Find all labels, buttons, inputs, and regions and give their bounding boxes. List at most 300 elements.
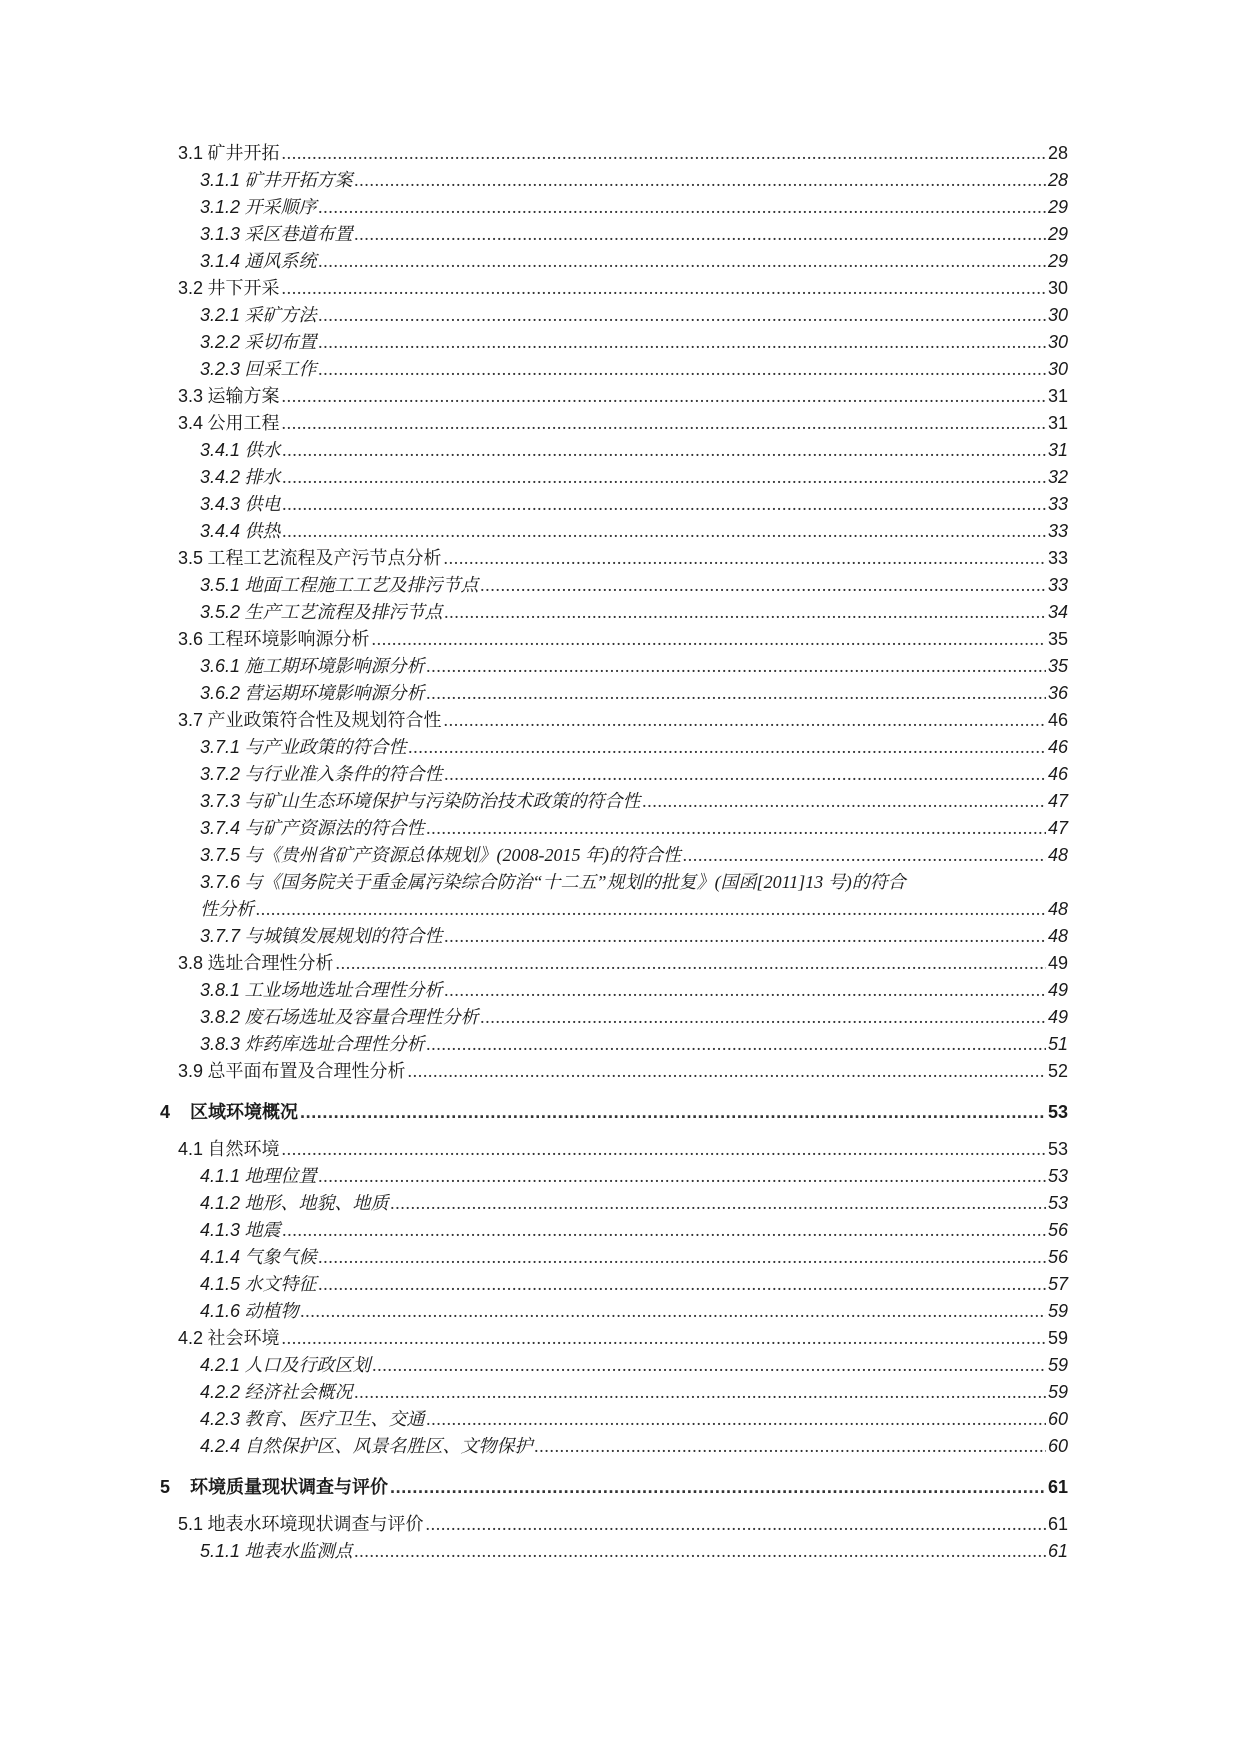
toc-entry-label: 供电: [244, 494, 281, 514]
toc-entry-number: 3.4: [178, 413, 204, 433]
toc-entry-number: 4.1.4: [200, 1247, 241, 1267]
toc-entry-label: 井下开采: [207, 278, 280, 298]
toc-entry-label: 自然保护区、风景名胜区、文物保护: [244, 1436, 533, 1456]
toc-leader-dots: [319, 194, 1046, 221]
toc-leader-dots: [643, 788, 1046, 815]
toc-entry-page: 60: [1047, 1409, 1068, 1429]
toc-entry[interactable]: [200, 437, 1068, 464]
toc-entry-title: [178, 275, 280, 302]
toc-entry-title: [200, 572, 479, 599]
toc-entry[interactable]: [200, 1004, 1068, 1031]
toc-entry-number: 5.1: [178, 1514, 204, 1534]
toc-entry-number: 3.4.3: [200, 494, 241, 514]
toc-entry-label: 地震: [244, 1220, 281, 1240]
toc-leader-dots: [427, 1031, 1046, 1058]
toc-leader-dots: [409, 734, 1046, 761]
toc-entry-number: 3.8.3: [200, 1034, 241, 1054]
toc-entry-page: 47: [1047, 818, 1068, 838]
toc-entry-title: [200, 734, 407, 761]
toc-entry[interactable]: [200, 1379, 1068, 1406]
toc-entry-label: 炸药库选址合理性分析: [244, 1034, 425, 1054]
toc-entry-page: 30: [1047, 305, 1068, 325]
toc-entry-number: 4.1.5: [200, 1274, 241, 1294]
toc-leader-dots: [445, 599, 1046, 626]
toc-entry-title: [200, 518, 281, 545]
toc-leader-dots: [319, 302, 1046, 329]
toc-entry-title: [178, 383, 280, 410]
toc-entry[interactable]: [200, 842, 1068, 869]
toc-leader-dots: [444, 545, 1046, 572]
toc-entry-page: 36: [1047, 683, 1068, 703]
toc-entry-page: 35: [1047, 656, 1068, 676]
toc-leader-dots: [683, 842, 1046, 869]
toc-leader-dots: [390, 1474, 1046, 1501]
toc-entry[interactable]: [178, 383, 1068, 410]
toc-entry[interactable]: [200, 302, 1068, 329]
toc-entry-page: 59: [1047, 1301, 1068, 1321]
toc-entry-label: 自然环境: [207, 1139, 280, 1159]
toc-entry-label: 工业场地选址合理性分析: [244, 980, 443, 1000]
toc-entry-page: 61: [1047, 1541, 1068, 1561]
toc-leader-dots: [355, 1379, 1046, 1406]
toc-entry[interactable]: [200, 599, 1068, 626]
toc-entry-number: 3.7.7: [200, 926, 241, 946]
toc-entry-label: 回采工作: [244, 359, 317, 379]
toc-entry-number: 3.8: [178, 953, 204, 973]
toc-entry-number: 3.9: [178, 1061, 204, 1081]
toc-entry-page: 59: [1047, 1382, 1068, 1402]
toc-entry-page: 61: [1047, 1477, 1068, 1497]
toc-leader-dots: [283, 491, 1046, 518]
toc-entry-label: 动植物: [244, 1301, 299, 1321]
toc-entry-number: 3.6.2: [200, 683, 241, 703]
toc-entry-page: 52: [1047, 1061, 1068, 1081]
toc-entry-title: [200, 842, 681, 869]
toc-entry[interactable]: [200, 464, 1068, 491]
toc-entry-page: 31: [1047, 440, 1068, 460]
toc-entry-number: 4.2: [178, 1328, 204, 1348]
toc-entry-title: [200, 221, 353, 248]
toc-entry-label: 采切布置: [244, 332, 317, 352]
toc-entry-label: 地理位置: [244, 1166, 317, 1186]
toc-entry-label: 矿井开拓方案: [244, 170, 353, 190]
toc-entry-label: 选址合理性分析: [207, 953, 334, 973]
toc-entry-number: 4.1: [178, 1139, 204, 1159]
toc-entry-number: 4.2.1: [200, 1355, 241, 1375]
toc-entry-title: [178, 410, 280, 437]
toc-entry-page: 49: [1047, 1007, 1068, 1027]
toc-leader-dots: [535, 1433, 1046, 1460]
toc-entry-label: 经济社会概况: [244, 1382, 353, 1402]
toc-entry-number: 3.1.4: [200, 251, 241, 271]
toc-entry-title: [178, 707, 442, 734]
toc-entry[interactable]: [200, 1538, 1068, 1565]
toc-entry[interactable]: [200, 248, 1068, 275]
toc-entry[interactable]: [200, 356, 1068, 383]
toc-entry-title: [200, 167, 353, 194]
toc-entry-label: 公用工程: [207, 413, 280, 433]
toc-entry-title: [200, 761, 443, 788]
toc-entry[interactable]: [200, 194, 1068, 221]
toc-entry-number: 3.8.1: [200, 980, 241, 1000]
toc-leader-dots: [301, 1298, 1046, 1325]
toc-entry[interactable]: [200, 1298, 1068, 1325]
toc-entry-page: 32: [1047, 467, 1068, 487]
toc-entry-number: 3.4.4: [200, 521, 241, 541]
toc-entry-number: 3.5: [178, 548, 204, 568]
toc-entry[interactable]: [200, 329, 1068, 356]
toc-leader-dots: [319, 1163, 1046, 1190]
toc-entry-label: 地面工程施工工艺及排污节点: [244, 575, 479, 595]
toc-entry[interactable]: [178, 707, 1068, 734]
toc-entry-label: 与城镇发展规划的符合性: [244, 926, 443, 946]
toc-leader-dots: [282, 410, 1046, 437]
toc-entry-title: [200, 1271, 317, 1298]
toc-entry-label: 环境质量现状调查与评价: [190, 1477, 388, 1497]
toc-leader-dots: [256, 896, 1046, 923]
toc-entry-page: 47: [1047, 791, 1068, 811]
toc-entry-page: 30: [1047, 359, 1068, 379]
toc-entry[interactable]: [200, 1271, 1068, 1298]
toc-entry-title: [200, 248, 317, 275]
toc-entry-label: 采区巷道布置: [244, 224, 353, 244]
toc-entry-title: [200, 1352, 371, 1379]
toc-entry-label: 废石场选址及容量合理性分析: [244, 1007, 479, 1027]
toc-entry-page: 49: [1047, 980, 1068, 1000]
toc-leader-dots: [282, 275, 1046, 302]
toc-entry-title: [200, 1031, 425, 1058]
toc-entry[interactable]: [200, 653, 1068, 680]
toc-entry-number: 3.5.1: [200, 575, 241, 595]
toc-leader-dots: [427, 815, 1046, 842]
toc-entry-label: 与《国务院关于重金属污染综合防治“十二五”规划的批复》(国函[2011]13 号)的符合: [244, 872, 906, 892]
toc-entry-title: [200, 1433, 533, 1460]
toc-entry[interactable]: [200, 1031, 1068, 1058]
toc-leader-dots: [282, 383, 1046, 410]
toc-entry-label: 与产业政策的符合性: [244, 737, 407, 757]
toc-entry-number: 3.1.1: [200, 170, 241, 190]
toc-entry[interactable]: [200, 1244, 1068, 1271]
toc-entry-label: 生产工艺流程及排污节点: [244, 602, 443, 622]
toc-entry-number: 3.7.6: [200, 872, 241, 892]
toc-entry-title: [200, 1379, 353, 1406]
toc-entry-title: [200, 356, 317, 383]
toc-entry-number: 3.1.3: [200, 224, 241, 244]
toc-leader-dots: [282, 1136, 1046, 1163]
toc-entry-title: [200, 977, 443, 1004]
toc-leader-dots: [427, 680, 1046, 707]
toc-entry-number: 3.7.1: [200, 737, 241, 757]
toc-entry-page: 29: [1047, 251, 1068, 271]
toc-entry[interactable]: [178, 1058, 1068, 1085]
toc-leader-dots: [283, 464, 1046, 491]
toc-leader-dots: [319, 1271, 1046, 1298]
toc-entry-page: 51: [1047, 1034, 1068, 1054]
toc-entry-number: 4.1.3: [200, 1220, 241, 1240]
toc-leader-dots: [445, 923, 1046, 950]
toc-entry[interactable]: [178, 545, 1068, 572]
toc-leader-dots: [300, 1099, 1046, 1126]
toc-entry-page: 34: [1047, 602, 1068, 622]
toc-entry-page: 49: [1047, 953, 1068, 973]
toc-entry[interactable]: [178, 626, 1068, 653]
toc-entry-label: 工程工艺流程及产污节点分析: [207, 548, 442, 568]
toc-entry[interactable]: [200, 788, 1068, 815]
toc-entry-title: [160, 1474, 388, 1501]
toc-entry-title: [178, 545, 442, 572]
toc-entry[interactable]: [178, 1136, 1068, 1163]
toc-entry-page: 31: [1047, 413, 1068, 433]
toc-entry[interactable]: [200, 167, 1068, 194]
toc-entry-title: [200, 1217, 281, 1244]
table-of-contents: [160, 140, 1068, 1565]
toc-leader-dots: [391, 1190, 1046, 1217]
toc-entry-title: [200, 194, 317, 221]
toc-entry[interactable]: [200, 761, 1068, 788]
toc-leader-dots: [444, 707, 1046, 734]
toc-entry[interactable]: [178, 410, 1068, 437]
toc-entry-number: 3.6.1: [200, 656, 241, 676]
toc-entry-page: 48: [1047, 845, 1068, 865]
toc-entry-page: 61: [1047, 1514, 1068, 1534]
toc-entry-number: 3.7.4: [200, 818, 241, 838]
toc-entry-page: 53: [1047, 1166, 1068, 1186]
toc-entry-page: 33: [1047, 494, 1068, 514]
toc-leader-dots: [319, 329, 1046, 356]
toc-entry-page: 28: [1047, 143, 1068, 163]
toc-entry[interactable]: [200, 680, 1068, 707]
toc-entry-page: 30: [1047, 278, 1068, 298]
toc-entry-page: 31: [1047, 386, 1068, 406]
toc-entry-title: [200, 923, 443, 950]
toc-entry-label: 工程环境影响源分析: [207, 629, 370, 649]
toc-entry[interactable]: [200, 518, 1068, 545]
toc-entry-page: 46: [1047, 764, 1068, 784]
toc-entry-page: 35: [1047, 629, 1068, 649]
toc-entry-label: 供热: [244, 521, 281, 541]
toc-entry-page: 56: [1047, 1247, 1068, 1267]
toc-entry-title: [200, 329, 317, 356]
toc-leader-dots: [355, 167, 1046, 194]
toc-entry-title: [178, 1511, 424, 1538]
toc-entry[interactable]: [178, 275, 1068, 302]
toc-entry-title: [200, 491, 281, 518]
toc-entry[interactable]: [200, 923, 1068, 950]
toc-entry-page: 33: [1047, 548, 1068, 568]
toc-entry-title: [200, 1406, 425, 1433]
toc-entry-title: [200, 1163, 317, 1190]
toc-leader-dots: [319, 248, 1046, 275]
toc-entry-page: 33: [1047, 521, 1068, 541]
toc-entry-label: 地形、地貌、地质: [244, 1193, 389, 1213]
toc-entry-number: 3.7.5: [200, 845, 241, 865]
toc-entry-number: 3.2.2: [200, 332, 241, 352]
toc-entry-page: 46: [1047, 737, 1068, 757]
toc-entry-number: 4.2.3: [200, 1409, 241, 1429]
toc-entry[interactable]: [200, 734, 1068, 761]
toc-entry-title: [200, 653, 425, 680]
toc-entry-number: 5.1.1: [200, 1541, 241, 1561]
toc-entry[interactable]: [200, 221, 1068, 248]
toc-entry-label: 与矿产资源法的符合性: [244, 818, 425, 838]
toc-entry-page: 53: [1047, 1102, 1068, 1122]
toc-entry-title: [200, 1298, 299, 1325]
toc-entry-title: [200, 1244, 317, 1271]
toc-leader-dots: [481, 1004, 1046, 1031]
toc-entry-label: 社会环境: [207, 1328, 280, 1348]
toc-entry-label: 气象气候: [244, 1247, 317, 1267]
toc-entry-number: 4: [160, 1102, 171, 1122]
toc-entry-number: 3.4.2: [200, 467, 241, 487]
toc-leader-dots: [427, 1406, 1046, 1433]
toc-entry[interactable]: [178, 950, 1068, 977]
toc-entry-page: 53: [1047, 1193, 1068, 1213]
toc-entry-label: 区域环境概况: [190, 1102, 298, 1122]
toc-entry-page: 53: [1047, 1139, 1068, 1159]
toc-entry[interactable]: [200, 1190, 1068, 1217]
toc-entry[interactable]: [200, 869, 1068, 923]
toc-entry-page: 28: [1047, 170, 1068, 190]
toc-leader-dots: [481, 572, 1046, 599]
toc-entry-page: 48: [1047, 899, 1068, 919]
toc-leader-dots: [426, 1511, 1046, 1538]
toc-entry-title: [200, 599, 443, 626]
toc-entry[interactable]: [200, 1352, 1068, 1379]
toc-entry-page: 59: [1047, 1355, 1068, 1375]
toc-entry-label-cont: 性分析: [200, 899, 254, 919]
toc-chapter-entry[interactable]: [160, 1474, 1068, 1501]
toc-entry-number: 4.1.2: [200, 1193, 241, 1213]
toc-entry-label: 排水: [244, 467, 281, 487]
toc-entry-continuation: [200, 896, 1068, 923]
toc-entry-label: 营运期环境影响源分析: [244, 683, 425, 703]
toc-entry-page: 56: [1047, 1220, 1068, 1240]
toc-entry-title: [200, 464, 281, 491]
toc-entry-label: 与行业准入条件的符合性: [244, 764, 443, 784]
toc-entry[interactable]: [200, 1217, 1068, 1244]
toc-entry[interactable]: [200, 977, 1068, 1004]
toc-entry-number: 4.2.4: [200, 1436, 241, 1456]
toc-entry-title: [200, 815, 425, 842]
toc-leader-dots: [282, 1325, 1046, 1352]
toc-entry-number: 3.2: [178, 278, 204, 298]
toc-entry-number: 3.3: [178, 386, 204, 406]
toc-leader-dots: [336, 950, 1046, 977]
toc-entry-number: 3.4.1: [200, 440, 241, 460]
toc-entry-label: 与矿山生态环境保护与污染防治技术政策的符合性: [244, 791, 641, 811]
toc-entry-title: [200, 1538, 353, 1565]
toc-entry-page: 48: [1047, 926, 1068, 946]
toc-entry-page: 30: [1047, 332, 1068, 352]
toc-entry-page: 33: [1047, 575, 1068, 595]
toc-entry-title: [178, 140, 280, 167]
toc-entry-label: 施工期环境影响源分析: [244, 656, 425, 676]
toc-entry-page: 29: [1047, 197, 1068, 217]
toc-entry[interactable]: [178, 1325, 1068, 1352]
toc-entry-title: [200, 302, 317, 329]
toc-chapter-entry[interactable]: [160, 1099, 1068, 1126]
toc-leader-dots: [373, 1352, 1046, 1379]
toc-leader-dots: [408, 1058, 1046, 1085]
toc-entry-label: 通风系统: [244, 251, 317, 271]
toc-entry-number: 3.5.2: [200, 602, 241, 622]
toc-entry-title: [200, 680, 425, 707]
toc-entry-number: 3.7.2: [200, 764, 241, 784]
toc-entry-title: [178, 1058, 406, 1085]
toc-entry-page: 57: [1047, 1274, 1068, 1294]
toc-leader-dots: [283, 437, 1046, 464]
toc-entry-title: [178, 626, 370, 653]
toc-entry-label: 矿井开拓: [207, 143, 280, 163]
toc-entry-page: 29: [1047, 224, 1068, 244]
toc-entry[interactable]: [200, 572, 1068, 599]
toc-leader-dots: [445, 761, 1046, 788]
toc-entry-title: [200, 437, 281, 464]
toc-entry[interactable]: [200, 815, 1068, 842]
toc-entry-number: 3.2.3: [200, 359, 241, 379]
toc-entry-title: [200, 869, 1068, 896]
toc-entry-number: 4.1.1: [200, 1166, 241, 1186]
toc-entry[interactable]: [200, 491, 1068, 518]
toc-leader-dots: [427, 653, 1046, 680]
toc-entry-label: 开采顺序: [244, 197, 317, 217]
toc-leader-dots: [319, 1244, 1046, 1271]
toc-leader-dots: [319, 356, 1046, 383]
toc-entry[interactable]: [200, 1406, 1068, 1433]
toc-entry-label: 教育、医疗卫生、交通: [244, 1409, 425, 1429]
toc-entry-number: 3.1: [178, 143, 204, 163]
toc-leader-dots: [282, 140, 1046, 167]
toc-entry-title: [160, 1099, 298, 1126]
toc-leader-dots: [445, 977, 1046, 1004]
toc-entry[interactable]: [200, 1163, 1068, 1190]
toc-entry-number: 3.6: [178, 629, 204, 649]
toc-entry-title: [200, 1190, 389, 1217]
toc-entry-label: 地表水监测点: [244, 1541, 353, 1561]
toc-entry-title: [200, 788, 641, 815]
toc-entry-number: 3.1.2: [200, 197, 241, 217]
toc-entry-title: [178, 1136, 280, 1163]
toc-entry-label: 人口及行政区划: [244, 1355, 371, 1375]
toc-entry-title: [200, 1004, 479, 1031]
toc-leader-dots: [372, 626, 1046, 653]
toc-entry-label: 产业政策符合性及规划符合性: [207, 710, 442, 730]
toc-entry[interactable]: [200, 1433, 1068, 1460]
toc-entry-page: 46: [1047, 710, 1068, 730]
toc-entry-number: 3.2.1: [200, 305, 241, 325]
toc-entry-page: 60: [1047, 1436, 1068, 1456]
toc-entry-label: 地表水环境现状调查与评价: [207, 1514, 424, 1534]
toc-leader-dots: [355, 221, 1046, 248]
toc-entry-title: [178, 950, 334, 977]
toc-entry-label: 与《贵州省矿产资源总体规划》(2008-2015 年)的符合性: [244, 845, 682, 865]
toc-entry[interactable]: [178, 1511, 1068, 1538]
toc-entry-page: 59: [1047, 1328, 1068, 1348]
toc-entry-label: 运输方案: [207, 386, 280, 406]
toc-entry-label: 供水: [244, 440, 281, 460]
toc-entry-label: 采矿方法: [244, 305, 317, 325]
toc-leader-dots: [283, 518, 1046, 545]
toc-entry-number: 4.1.6: [200, 1301, 241, 1321]
toc-entry-label: 总平面布置及合理性分析: [207, 1061, 406, 1081]
toc-entry-number: 3.7.3: [200, 791, 241, 811]
toc-entry-number: 3.8.2: [200, 1007, 241, 1027]
toc-entry-number: 3.7: [178, 710, 204, 730]
toc-leader-dots: [283, 1217, 1046, 1244]
toc-entry[interactable]: [178, 140, 1068, 167]
toc-entry-number: 5: [160, 1477, 171, 1497]
toc-entry-title: [178, 1325, 280, 1352]
